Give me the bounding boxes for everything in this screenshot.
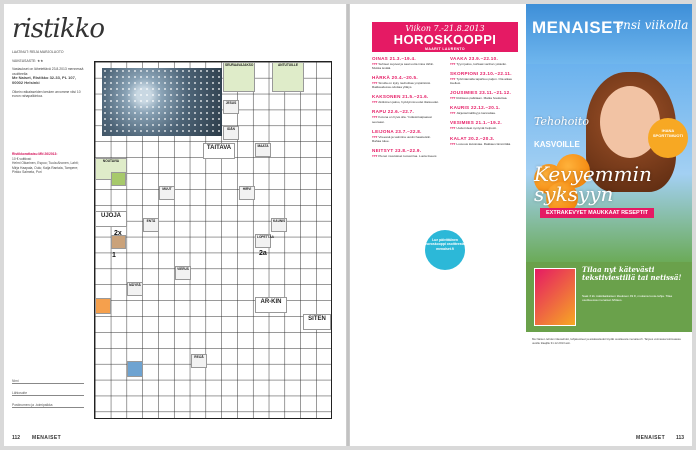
sign-vaaka: VAAKA 23.9.–22.10. ♥♥♥ Tyyni jakso, kohtaat vanhan ystävän. — [450, 56, 507, 66]
ad-headline-tehohoito: Tehohoito — [534, 115, 589, 128]
clue-kaunis: KAUNIS — [271, 218, 287, 232]
sign-skorpioni: SKORPIONI 23.10.–22.11. ♥♥♥ Työrintamalla tapahtuu paljon. Ota aikaa itsellesi. — [450, 71, 512, 86]
sportti-badge: IHANA SPORTTIMUOTI — [648, 118, 688, 158]
hearts: ♥♥♥ — [450, 77, 456, 82]
postal-line[interactable]: Postinumero ja -toimipaikka — [12, 396, 84, 408]
clue-mayra: MÄYRÄ — [127, 282, 143, 296]
sign-oinas: OINAS 21.3.–19.4. ♥♥♥ Suhteet sujuvat ja saat uutta intoa töihin. Muista levätä. — [372, 56, 435, 71]
crossword-info — [12, 50, 86, 99]
fine-print: Me Naiset -lehden tilausehdot, lahjatuotteet ja asiakastiedot löydät osoitteesta menaiset.fi. Tarjous voimassa kotimaassa uusille tilaajille 31.12.2013 asti. — [532, 337, 681, 345]
hearts: ♥♥♥ — [450, 96, 456, 101]
sign-kaksonen: KAKSONEN 21.5.–21.6. ♥♥♥ Aktiivinen jakso, hyödynnä uudet tilaisuudet. — [372, 94, 439, 105]
cell-number: 2x — [114, 230, 122, 237]
clue-enta: ENTÄ — [143, 218, 159, 232]
horoscope-header — [372, 22, 518, 52]
hearts: ♥♥♥ — [450, 141, 456, 146]
name-line[interactable]: Nimi — [12, 372, 84, 384]
clue-reija: REIJÄ — [191, 354, 207, 368]
cell-number: 1 — [112, 252, 116, 259]
clue-taitava: TAITAVA — [203, 143, 235, 159]
prize-text: Oikein ratkaisseiden kesken arvomme viisi 10 euron rahapalkintoa. — [12, 89, 81, 99]
address: Me Naiset, Ristikko 32-33, PL 107, 00002 Helsinki — [12, 75, 76, 85]
hearts: ♥♥♥ — [450, 126, 456, 131]
clue-picture — [111, 172, 126, 186]
ad-brand-sub: ensi viikolla — [616, 18, 689, 32]
hearts: ♥♥♥ — [372, 100, 378, 105]
clue-picture — [127, 361, 143, 377]
winners-title: Ristikkoratkaisu MN 26/2013: — [12, 152, 58, 156]
instructions: Vastaukset on lähetettävä 23.8.2013 mennessä osoitteella: — [12, 67, 84, 76]
sign-rapu: RAPU 22.6.–22.7. ♥♥♥ Kotona on hyvä olla. Ystävät kaipaavat seuraasi. — [372, 109, 432, 124]
sign-kalat: KALAT 20.2.–20.3. ♥♥♥ Luovuus kukoistaa. Rakkaus lämmittää. — [450, 135, 511, 146]
sign-leijona: LEIJONA 23.7.–22.8. ♥♥♥ Vireessä ja valmiina uusiin haasteisiin. Rahaa tulee. — [372, 128, 432, 143]
clue-vierus: VIERUS — [175, 266, 191, 280]
ad-headline-kasvoille: KASVOILLE — [534, 140, 580, 149]
sign-kauris: KAURIS 22.12.–20.1. ♥♥♥ Järjestelmällisyys kannattaa. — [450, 105, 501, 116]
hearts: ♥♥♥ — [372, 62, 378, 66]
ad-headline-kevyemmin: Kevyemmin syksyyn — [534, 162, 652, 206]
winners-intro: 10 € voittivat: — [12, 156, 32, 161]
clue-maata: MAATA — [255, 143, 271, 157]
horoscope-subtitle: Viikon — [405, 24, 431, 33]
horoscope-column-left — [372, 56, 440, 163]
winners-block — [12, 152, 82, 175]
page-number: 112 — [12, 435, 21, 441]
clue-picture — [111, 235, 126, 249]
hearts: ♥♥♥ — [372, 153, 378, 158]
horoscope-dates: 7.-21.8.2013 — [433, 24, 485, 33]
crossword-page — [4, 4, 346, 446]
hearts: ♥♥♥ — [372, 134, 378, 139]
ad-brand: MENAISET — [532, 18, 624, 37]
clue-antutuille: ANTUTUILLE — [272, 62, 304, 92]
cell-number: 2a — [259, 250, 267, 257]
clue-siten: SITEN — [303, 314, 331, 330]
hearts: ♥♥♥ — [372, 115, 378, 120]
sign-jousimies: JOUSIMIES 23.11.–21.12. ♥♥♥ Rohkeus palkitaan. Matka houkuttaa. — [450, 90, 512, 101]
hearts: ♥♥♥ — [450, 111, 456, 116]
clue-ujoja: UJOJA — [95, 211, 127, 227]
difficulty: VAIKEUSASTE: ★★ — [12, 58, 44, 63]
hearts: ♥♥♥ — [450, 62, 456, 66]
page-title: ristikko — [12, 14, 105, 44]
clue-lopettaa: LOPETTAA — [255, 234, 271, 248]
page-number: 113 — [676, 435, 685, 441]
sign-neitsyt: NEITSYT 23.8.–22.9. ♥♥♥ Pienet muutokset tuovat iloa. Luota itseesi. — [372, 147, 438, 158]
sign-harka: HÄRKÄ 20.4.–20.5. ♥♥♥ Sinulla on kyky rauhoittaa ympäristösi. Rakkaudessa odottaa yllätys. — [372, 75, 432, 90]
promo-title: Tilaa nyt kätevästi tekstiviestillä tai netissä! — [582, 265, 682, 282]
hearts: ♥♥♥ — [372, 81, 378, 86]
clue-noutavia: NOUTAVIA — [95, 158, 127, 180]
clue-seuraava-jakso: SEURAAVAJAKSO — [223, 62, 255, 92]
winners-list: Helmi Oikarinen, Espoo; Tuula Ahonen, Lahti; Mirja Haapala, Oulu; Kaija Rantala, Tampere; Pirkko Salmela, Pori — [12, 161, 79, 174]
magazine-cover-stack — [534, 268, 576, 326]
promo-text: Saat 3 kk määräaikaisen tilauksen 49 €, mukana tuote-lahja. Tilaa osoitteessa menaiset.fi/tilaus. — [582, 294, 673, 302]
footer-brand: MENAISET — [636, 435, 666, 441]
clue-picture — [95, 298, 111, 314]
address-line[interactable]: Lähiosoite — [12, 384, 84, 396]
horoscope-author: MAARIT LAURENTO — [425, 47, 465, 51]
clue-arkin: AR-KIN — [255, 297, 287, 313]
daily-horoscope-badge[interactable]: Lue päivittäinen horoskooppi osoitteesta menaiset.fi — [425, 230, 465, 270]
answer-form — [12, 372, 84, 408]
horoscope-title: HOROSKOOPPI — [393, 32, 497, 47]
dewy-spiderweb-photo — [102, 68, 222, 136]
menaiset-next-week-ad[interactable] — [526, 4, 692, 446]
sign-vesimies: VESIMIES 21.1.–19.2. ♥♥♥ Uudet ideat syntyvät helposti. — [450, 120, 502, 131]
horoscope-page — [350, 4, 692, 446]
clue-idan: IDÄN — [223, 126, 239, 140]
clue-hirvi: HIRVI — [239, 186, 255, 200]
ad-ribbon: EXTRAKEVYET MAUKKAAT RESEPTIT — [540, 208, 654, 218]
author-line: LAATINUT: REIJA MARJOLUOTO — [12, 50, 64, 54]
footer-brand: MENAISET — [32, 435, 62, 441]
horoscope-column-right — [450, 56, 518, 151]
clue-muut: MUUT — [159, 186, 175, 200]
clue-jesus: JESUS — [223, 100, 239, 114]
